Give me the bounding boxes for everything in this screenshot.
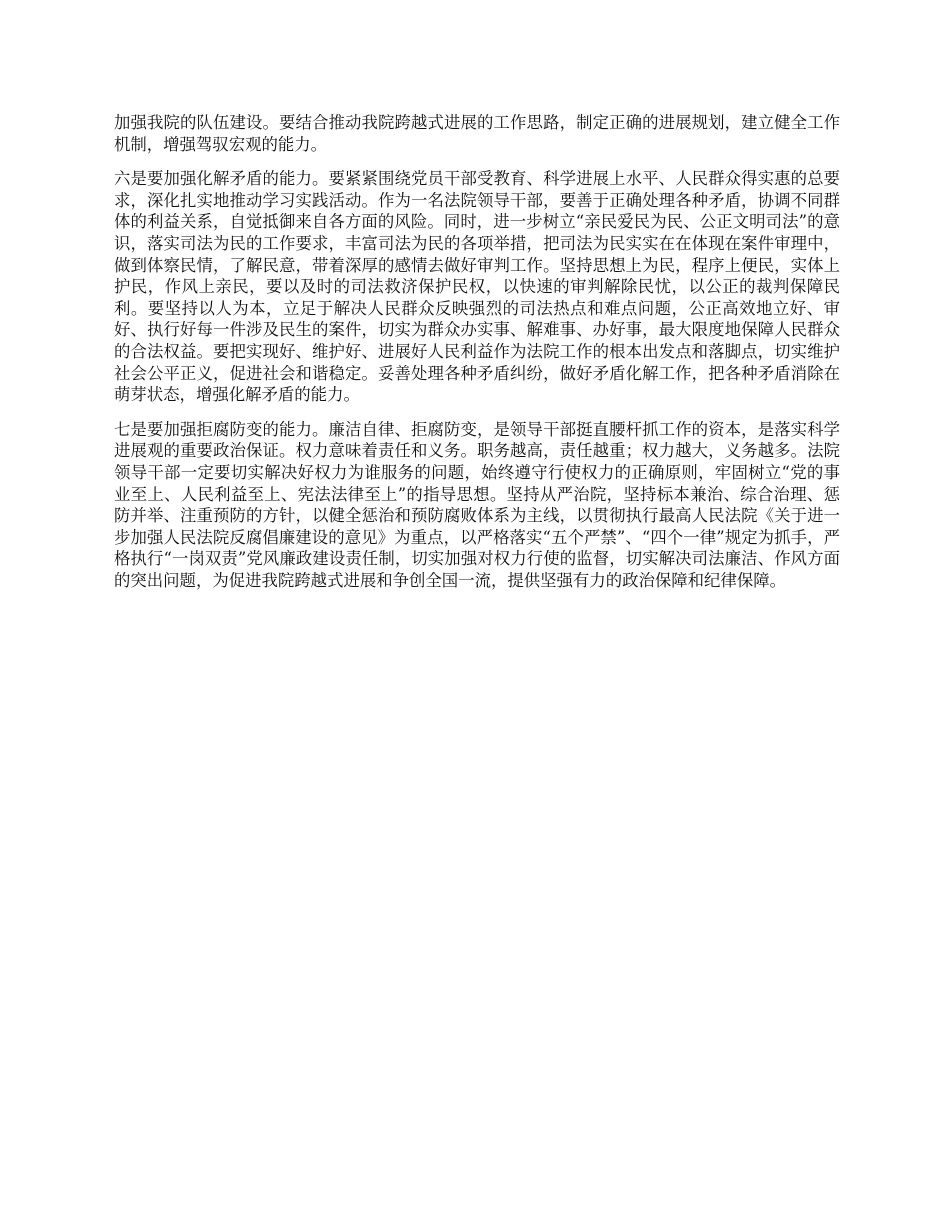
document-body xyxy=(114,112,840,604)
paragraph-anti-corruption: 七是要加强拒腐防变的能力。廉洁自律、拒腐防变，是领导干部挺直腰杆抓工作的资本，是落实科学进展观的重要政治保证。权力意味着责任和义务。职务越高，责任越重；权力越大，义务越多。法院领导干部一定要切实解决好权力为谁服务的问题，始终遵守行使权力的正确原则，牢固树立“党的事业至上、人民利益至上、宪法法律至上”的指导思想。坚持从严治院，坚持标本兼治、综合治理、惩防并举、注重预防的方针，以健全惩治和预防腐败体系为主线，以贯彻执行最高人民法院《关于进一步加强人民法院反腐倡廉建设的意见》为重点，以严格落实“五个严禁”、“四个一律”规定为抓手，严格执行“一岗双责”党风廉政建设责任制，切实加强对权力行使的监督，切实解决司法廉洁、作风方面的突出问题，为促进我院跨越式进展和争创全国一流，提供坚强有力的政治保障和纪律保障。 xyxy=(114,419,840,590)
paragraph-team-building: 加强我院的队伍建设。要结合推动我院跨越式进展的工作思路，制定正确的进展规划，建立健全工作机制，增强驾驭宏观的能力。 xyxy=(114,113,840,154)
paragraph-resolve-conflicts: 六是要加强化解矛盾的能力。要紧紧围绕党员干部受教育、科学进展上水平、人民群众得实惠的总要求，深化扎实地推动学习实践活动。作为一名法院领导干部，要善于正确处理各种矛盾，协调不同群体的利益关系，自觉抵御来自各方面的风险。同时，进一步树立“亲民爱民为民、公正文明司法”的意识，落实司法为民的工作要求，丰富司法为民的各项举措，把司法为民实实在在体现在案件审理中，做到体察民情，了解民意，带着深厚的感情去做好审判工作。坚持思想上为民，程序上便民，实体上护民，作风上亲民，要以及时的司法救济保护民权，以快速的审判解除民忧，以公正的裁判保障民利。要坚持以人为本，立足于解决人民群众反映强烈的司法热点和难点问题，公正高效地立好、审好、执行好每一件涉及民生的案件，切实为群众办实事、解难事、办好事，最大限度地保障人民群众的合法权益。要把实现好、维护好、进展好人民利益作为法院工作的根本出发点和落脚点，切实维护社会公平正义，促进社会和谐稳定。妥善处理各种矛盾纠纷，做好矛盾化解工作，把各种矛盾消除在萌芽状态，增强化解矛盾的能力。 xyxy=(114,169,840,405)
